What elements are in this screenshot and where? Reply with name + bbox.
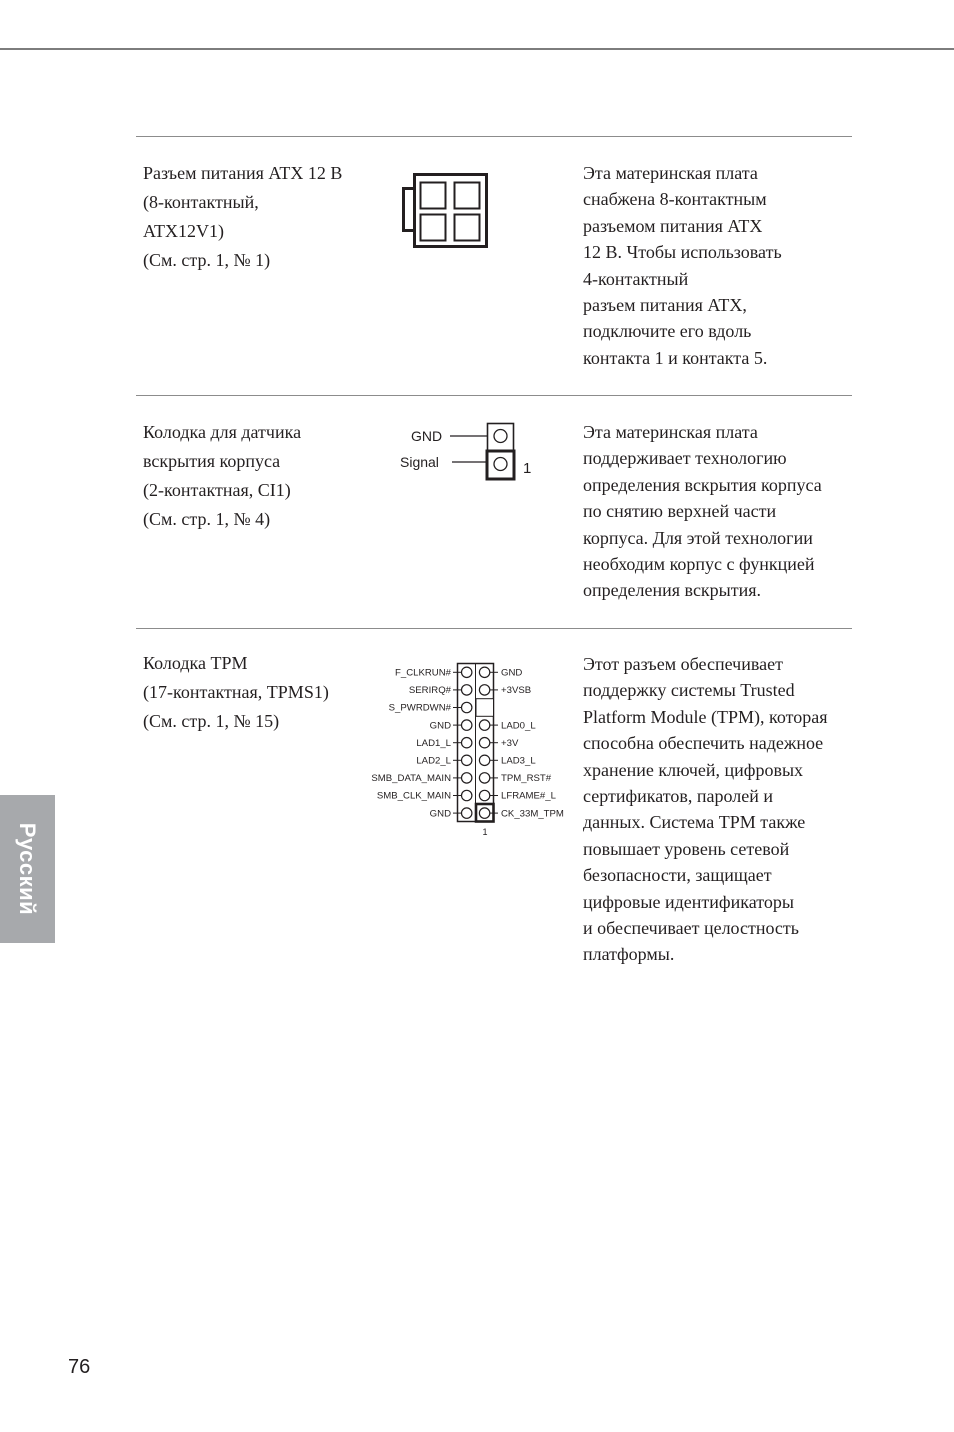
- tpm-pin1-label: 1: [482, 827, 488, 837]
- tpm-pin-label-left: GND: [429, 720, 451, 732]
- pin-label-gnd: GND: [411, 428, 443, 444]
- page-top-rule: [0, 48, 954, 50]
- tpm-pin-hole: [462, 738, 472, 748]
- tpm-pin-label-left: GND: [429, 808, 451, 820]
- chassis-intrusion-title: Колодка для датчика вскрытия корпуса (2-контактная, CI1) (См. стр. 1, № 4): [143, 422, 302, 529]
- language-tab-label: Русский: [15, 822, 41, 916]
- tpm-pin-hole: [462, 808, 472, 818]
- pin-label-signal: Signal: [400, 454, 439, 470]
- tpm-pin-label-left: SMB_DATA_MAIN: [371, 773, 451, 785]
- tpm-pin-label-right: +3V: [501, 737, 519, 749]
- tpm-pin-hole: [462, 720, 472, 730]
- tpm-pin-hole: [479, 720, 489, 730]
- tpm-pin-hole: [462, 667, 472, 677]
- tpm-pin-hole: [479, 808, 489, 818]
- tpm-pin-label-right: LAD3_L: [501, 755, 536, 767]
- section-divider: [136, 136, 852, 137]
- atx12v-connector-diagram: [400, 170, 492, 252]
- tpm-pin-label-left: F_CLKRUN#: [395, 667, 451, 679]
- chassis-intrusion-diagram: [395, 418, 545, 486]
- section-divider: [136, 628, 852, 629]
- tpm-pin-hole: [479, 773, 489, 783]
- tpm-pin-hole: [462, 773, 472, 783]
- language-side-tab: [0, 795, 55, 943]
- tpm-header-title: Колодка TPM (17-контактная, TPMS1) (См. стр. 1, № 15): [143, 653, 329, 731]
- tpm-pin-hole: [462, 685, 472, 695]
- tpm-header-description: Этот разъем обеспечивает поддержку системы Trusted Platform Module (TPM), которая способна обеспечить надежное хранение ключей, цифровых сертификатов, паролей и данных. Система TPM также повышает уровень сетевой безопасности, защищает цифровые идентификаторы и обеспечивает целостность платформы.: [583, 654, 828, 965]
- pin-hole: [494, 430, 507, 443]
- tpm-pin-hole: [479, 755, 489, 765]
- tpm-pin-hole: [462, 702, 472, 712]
- tpm-pin-label-left: S_PWRDWN#: [388, 702, 451, 714]
- tpm-pin-label-right: +3VSB: [501, 685, 532, 697]
- tpm-key-position: [476, 699, 494, 717]
- connector-housing: [415, 175, 487, 247]
- tpm-pin-hole: [479, 738, 489, 748]
- tpm-pin-label-left: LAD1_L: [416, 737, 451, 749]
- pin1-label: 1: [523, 460, 532, 477]
- tpm-pin-hole: [462, 755, 472, 765]
- tpm-pin-label-right: CK_33M_TPM: [501, 808, 564, 820]
- tpm-pin-label-left: SERIRQ#: [408, 685, 451, 697]
- chassis-intrusion-description: Эта материнская плата поддерживает технологию определения вскрытия корпуса по снятию верхней части корпуса. Для этой технологии необходим корпус с функцией определения вскрытия.: [583, 422, 822, 601]
- tpm-pin-label-right: LFRAME#_L: [501, 790, 556, 802]
- page-number: 76: [68, 1356, 91, 1378]
- tpm-pin-hole: [479, 685, 489, 695]
- tpm-pin-label-left: SMB_CLK_MAIN: [376, 790, 451, 802]
- tpm-pin-hole: [462, 790, 472, 800]
- atx12v-title: Разъем питания ATX 12 В (8-контактный, ATX12V1) (См. стр. 1, № 1): [143, 163, 343, 270]
- tpm-pin-label-right: LAD0_L: [501, 720, 536, 732]
- pin-hole: [494, 458, 507, 471]
- tpm-pin-hole: [479, 790, 489, 800]
- connector-latch: [404, 189, 415, 231]
- tpm-pin-label-right: TPM_RST#: [501, 773, 552, 785]
- section-divider: [136, 395, 852, 396]
- tpm-pin-hole: [479, 667, 489, 677]
- tpm-pin-label-left: LAD2_L: [416, 755, 451, 767]
- tpm-header-diagram: [355, 660, 580, 842]
- atx12v-description: Эта материнская плата снабжена 8-контактным разъемом питания ATX 12 В. Чтобы использовать 4-контактный разъем питания ATX, подключите его вдоль контакта 1 и контакта 5.: [583, 163, 782, 368]
- tpm-pin-label-right: GND: [501, 667, 523, 679]
